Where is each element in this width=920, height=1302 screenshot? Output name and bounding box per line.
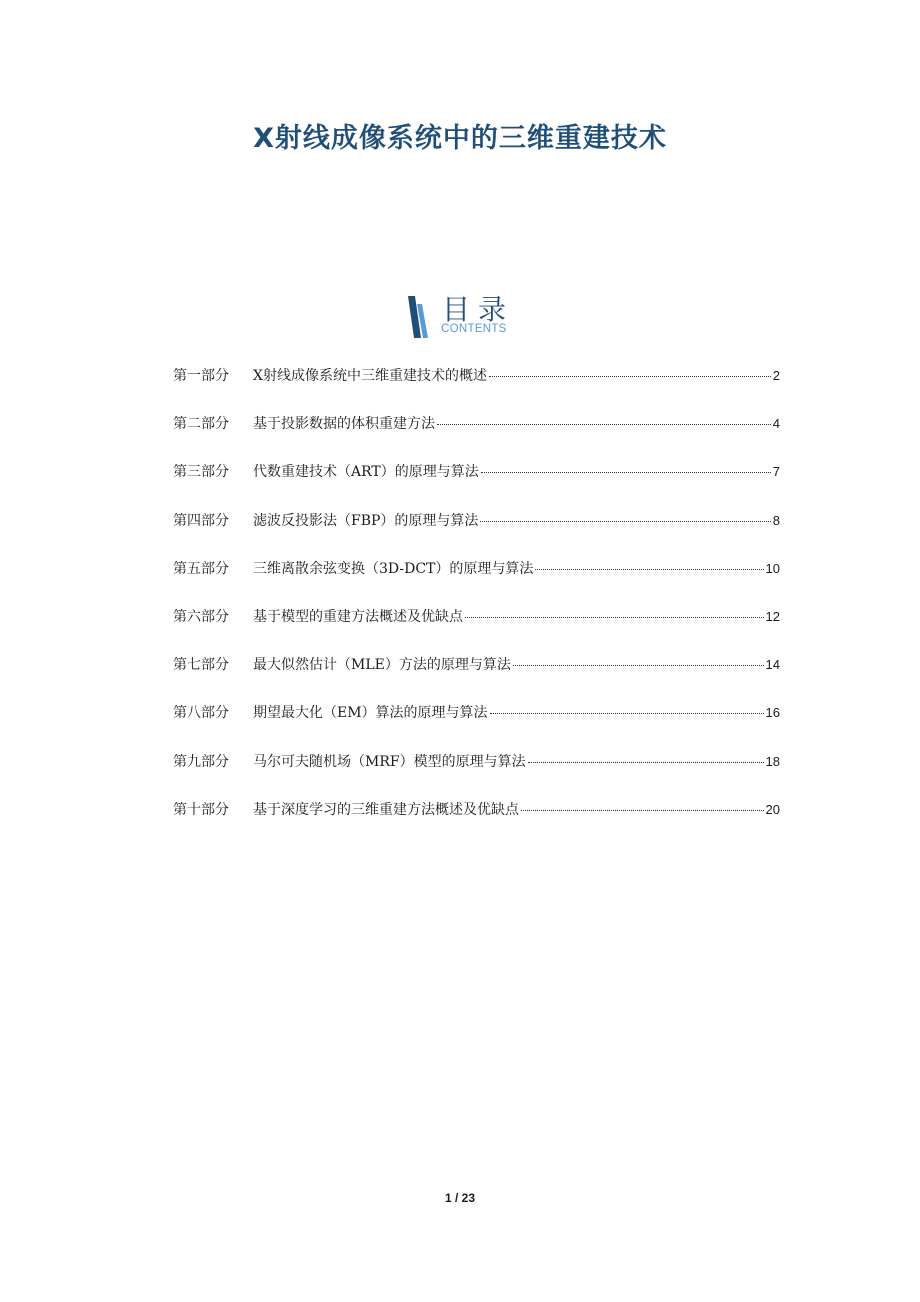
toc-dot-leader bbox=[480, 521, 770, 522]
toc-entry-part: 第一部分 bbox=[173, 368, 229, 384]
toc-entry-part: 第五部分 bbox=[173, 560, 229, 577]
toc-entry-text: 基于深度学习的三维重建方法概述及优缺点 bbox=[253, 801, 519, 818]
toc-entry-4[interactable] bbox=[173, 510, 780, 558]
toc-entry-part: 第十部分 bbox=[173, 801, 229, 818]
toc-entry-page: 18 bbox=[765, 753, 780, 769]
toc-entry-page: 8 bbox=[772, 512, 780, 528]
toc-entry-part: 第九部分 bbox=[173, 753, 229, 770]
toc-entry-text: X射线成像系统中三维重建技术的概述 bbox=[253, 368, 487, 384]
toc-entry-text: 期望最大化（EM）算法的原理与算法 bbox=[253, 705, 488, 722]
toc-entry-8[interactable] bbox=[173, 702, 780, 750]
toc-entry-10[interactable] bbox=[173, 799, 780, 847]
toc-entry-part: 第六部分 bbox=[173, 608, 229, 625]
page-number: 1 / 23 bbox=[444, 1191, 476, 1205]
toc-entry-6[interactable] bbox=[173, 606, 780, 654]
toc-entry-part: 第七部分 bbox=[173, 657, 229, 674]
toc-header bbox=[408, 292, 548, 342]
toc-entry-page: 12 bbox=[765, 608, 780, 624]
toc-entry-part: 第三部分 bbox=[173, 464, 229, 481]
toc-dot-leader bbox=[481, 472, 771, 473]
toc-dot-leader bbox=[465, 617, 764, 618]
document-title: X射线成像系统中的三维重建技术 bbox=[253, 123, 667, 154]
toc-entry-2[interactable] bbox=[173, 413, 780, 461]
toc-heading: 目录 bbox=[442, 293, 515, 326]
toc-entry-part: 第八部分 bbox=[173, 705, 229, 722]
toc-subheading: CONTENTS bbox=[441, 323, 507, 335]
toc-entry-3[interactable] bbox=[173, 461, 780, 509]
toc-dot-leader bbox=[528, 762, 764, 763]
toc-entry-page: 14 bbox=[765, 657, 780, 673]
toc-entry-page: 7 bbox=[772, 464, 780, 480]
toc-entry-part: 第四部分 bbox=[173, 512, 229, 529]
toc-entry-9[interactable] bbox=[173, 751, 780, 799]
toc-entry-page: 4 bbox=[772, 416, 780, 432]
toc-entry-page: 2 bbox=[772, 368, 780, 383]
toc-entry-7[interactable] bbox=[173, 654, 780, 702]
toc-dot-leader bbox=[489, 376, 771, 377]
toc-entry-text: 三维离散余弦变换（3D-DCT）的原理与算法 bbox=[253, 560, 534, 577]
toc-entry-page: 20 bbox=[765, 801, 780, 817]
toc-entry-5[interactable] bbox=[173, 558, 780, 606]
toc-list bbox=[173, 365, 780, 847]
toc-dot-leader bbox=[490, 713, 764, 714]
toc-entry-text: 最大似然估计（MLE）方法的原理与算法 bbox=[253, 657, 511, 674]
toc-dot-leader bbox=[521, 810, 764, 811]
toc-entry-text: 基于投影数据的体积重建方法 bbox=[253, 416, 435, 433]
toc-entry-page: 16 bbox=[765, 705, 780, 721]
toc-entry-text: 基于模型的重建方法概述及优缺点 bbox=[253, 608, 463, 625]
toc-entry-text: 代数重建技术（ART）的原理与算法 bbox=[253, 464, 479, 481]
toc-entry-part: 第二部分 bbox=[173, 416, 229, 433]
toc-entry-page: 10 bbox=[765, 560, 780, 576]
toc-entry-text: 马尔可夫随机场（MRF）模型的原理与算法 bbox=[253, 753, 526, 770]
toc-dot-leader bbox=[535, 569, 763, 570]
toc-logo-icon bbox=[408, 296, 430, 338]
toc-dot-leader bbox=[513, 665, 764, 666]
toc-entry-text: 滤波反投影法（FBP）的原理与算法 bbox=[253, 512, 479, 529]
toc-dot-leader bbox=[437, 424, 771, 425]
toc-entry-1[interactable] bbox=[173, 365, 780, 413]
